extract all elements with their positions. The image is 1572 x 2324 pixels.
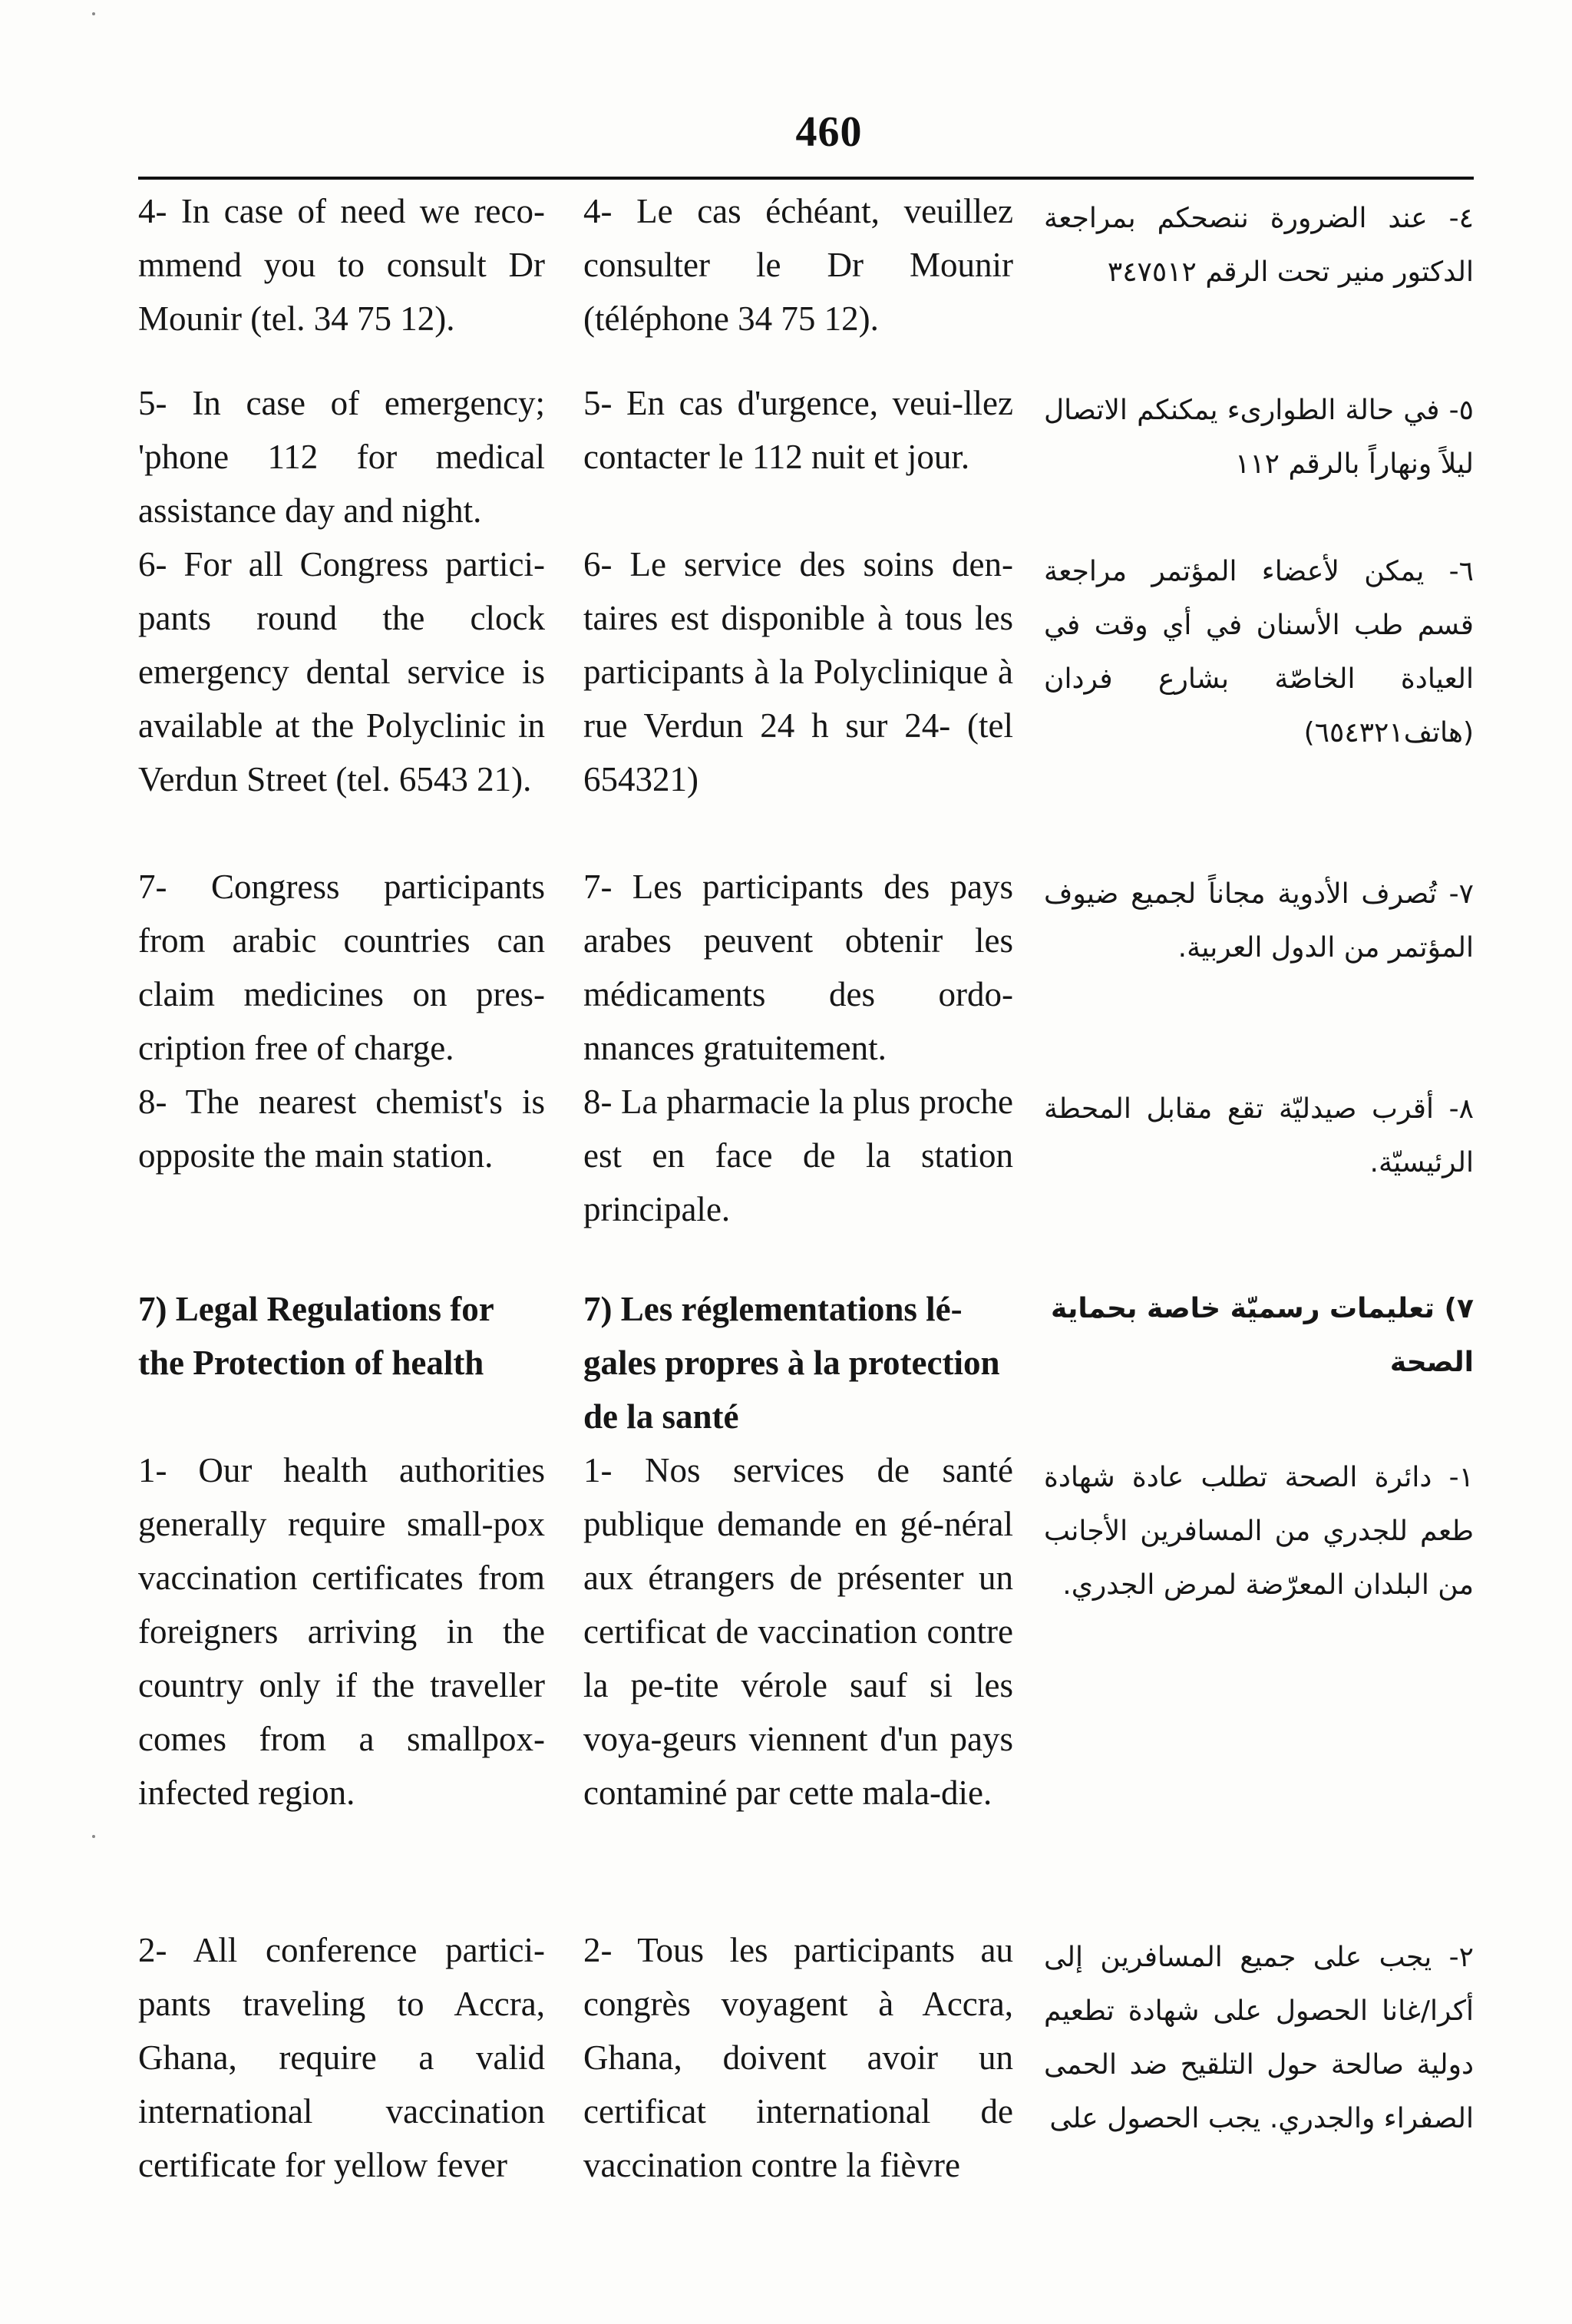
fr-regulation-1: 1- Nos services de santé publique demande en gé-néral aux étrangers de présenter un certificat de vaccination contre la pe-tite vérole sauf si les voya-geurs viennent d'un pays contaminé par cette mala-die. xyxy=(583,1451,1013,1812)
en-item-8: 8- The nearest chemist's is opposite the main station. xyxy=(138,1083,545,1175)
scan-speck xyxy=(92,12,95,15)
en-item-5: 5- In case of emergency; 'phone 112 for medical assistance day and night. xyxy=(138,384,545,530)
fr-item-4: 4- Le cas échéant, veuillez consulter le Dr Mounir (téléphone 34 75 12). xyxy=(583,192,1013,338)
ar-item-7: ٧- تُصرف الأدوية مجاناً لجميع ضيوف المؤتمر من الدول العربية. xyxy=(1044,878,1474,964)
ar-item-5: ٥- في حالة الطوارىء يمكنكم الاتصال ليلاً ونهاراً بالرقم ١١٢ xyxy=(1044,395,1474,480)
en-item-6: 6- For all Congress partici-pants round the clock emergency dental service is available at the Polyclinic in Verdun Street (tel. 6543 21). xyxy=(138,545,545,798)
fr-regulation-2: 2- Tous les participants au congrès voyagent à Accra, Ghana, doivent avoir un certificat international de vaccination contre la fièvre xyxy=(583,1931,1013,2184)
fr-item-7: 7- Les participants des pays arabes peuvent obtenir les médicaments des ordo-nnances gratuitement. xyxy=(583,868,1013,1067)
page-number: 460 xyxy=(795,108,863,156)
en-section-heading: 7) Legal Regulations for the Protection of health xyxy=(138,1290,494,1382)
fr-item-8: 8- La pharmacie la plus proche est en face de la station principale. xyxy=(583,1083,1013,1228)
fr-item-5: 5- En cas d'urgence, veui-llez contacter le 112 nuit et jour. xyxy=(583,384,1013,476)
ar-item-4: ٤- عند الضرورة ننصحكم بمراجعة الدكتور منير تحت الرقم ٣٤٧٥١٢ xyxy=(1044,203,1474,288)
en-regulation-2: 2- All conference partici-pants traveling to Accra, Ghana, require a valid international vaccination certificate for yellow fever xyxy=(138,1931,545,2184)
ar-item-8: ٨- أقرب صيدليّة تقع مقابل المحطة الرئيسيّة. xyxy=(1044,1093,1474,1179)
fr-item-6: 6- Le service des soins den-taires est disponible à tous les participants à la Polyclinique à rue Verdun 24 h sur 24- (tel 654321) xyxy=(583,545,1013,798)
ar-section-heading: ٧) تعليمات رسميّة خاصة بحماية الصحة xyxy=(1051,1293,1474,1378)
ar-regulation-1: ١- دائرة الصحة تطلب عادة شهادة طعم للجدري من المسافرين الأجانب من البلدان المعرّضة لمرض الجدري. xyxy=(1044,1462,1474,1601)
ar-item-6: ٦- يمكن لأعضاء المؤتمر مراجعة قسم طب الأسنان في أي وقت في العيادة الخاصّة بشارع فردان (هاتف٦٥٤٣٢١) xyxy=(1044,556,1474,749)
en-item-7: 7- Congress participants from arabic countries can claim medicines on pres-cription free of charge. xyxy=(138,868,545,1067)
header-rule xyxy=(138,177,1474,180)
ar-regulation-2: ٢- يجب على جميع المسافرين إلى أكرا/غانا الحصول على شهادة تطعيم دولية صالحة حول التلقيح ضد الحمى الصفراء والجدري. يجب الحصول على xyxy=(1044,1942,1474,2134)
scan-speck xyxy=(92,1835,95,1838)
en-regulation-1: 1- Our health authorities generally require small-pox vaccination certificates from foreigners arriving in the country only if the traveller comes from a smallpox-infected region. xyxy=(138,1451,545,1812)
fr-section-heading: 7) Les réglementations lé-gales propres à la protection de la santé xyxy=(583,1290,1000,1436)
en-item-4: 4- In case of need we reco-mmend you to consult Dr Mounir (tel. 34 75 12). xyxy=(138,192,545,338)
